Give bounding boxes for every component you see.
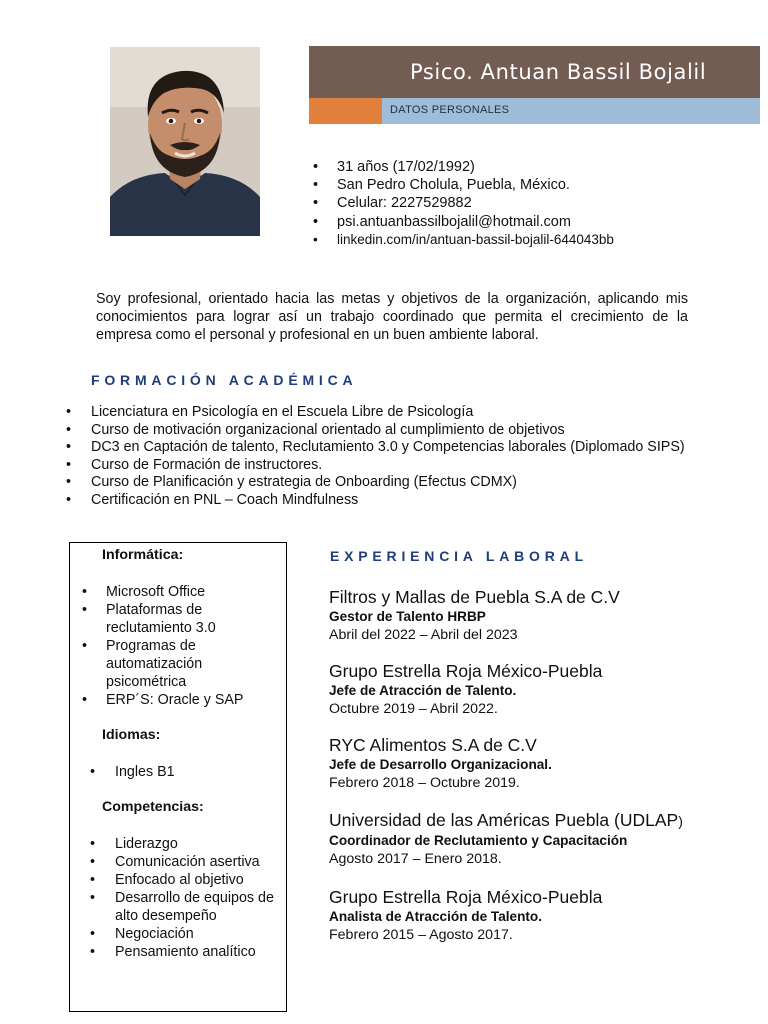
list-item: • Microsoft Office xyxy=(82,583,272,601)
candidate-name: Psico. Antuan Bassil Bojalil xyxy=(410,60,707,84)
informatica-title: Informática: xyxy=(102,547,184,563)
list-item: • Desarrollo de equipos de alto desempeño xyxy=(90,889,280,925)
job-dates: Agosto 2017 – Enero 2018. xyxy=(329,851,502,867)
experience-heading: EXPERIENCIA LABORAL xyxy=(330,548,588,564)
job-entry xyxy=(329,735,749,792)
job-company: Grupo Estrella Roja México-Puebla xyxy=(329,887,603,907)
contact-location: • San Pedro Cholula, Puebla, México. xyxy=(313,176,614,194)
education-item: • Licenciatura en Psicología en el Escuela Libre de Psicología xyxy=(66,404,706,422)
job-entry xyxy=(329,810,749,868)
job-company: Filtros y Mallas de Puebla S.A de C.V xyxy=(329,587,620,607)
education-item: • Certificación en PNL – Coach Mindfulness xyxy=(66,492,706,510)
list-item: • Enfocado al objetivo xyxy=(90,871,280,889)
informatica-list xyxy=(82,583,272,709)
education-list xyxy=(66,404,706,510)
list-item: • ERP´S: Oracle y SAP xyxy=(82,691,272,709)
education-heading: FORMACIÓN ACADÉMICA xyxy=(91,372,358,388)
job-company-suffix: ) xyxy=(678,813,683,829)
education-item: • Curso de Formación de instructores. xyxy=(66,457,706,475)
profile-summary: Soy profesional, orientado hacia las metas y objetivos de la organización, aplicando mis conocimientos para lograr así un trabajo coordinado que permita el crecimiento de la empresa como el personal y profesional en un buen ambiente laboral. xyxy=(96,291,688,343)
list-item: • Ingles B1 xyxy=(90,763,270,781)
education-item: • DC3 en Captación de talento, Reclutamiento 3.0 y Competencias laborales (Diplomado SIPS) xyxy=(66,439,706,457)
contact-phone: • Celular: 2227529882 xyxy=(313,194,614,212)
list-item: • Liderazgo xyxy=(90,835,280,853)
contact-email[interactable]: • psi.antuanbassilbojalil@hotmail.com xyxy=(313,213,614,231)
contact-age: • 31 años (17/02/1992) xyxy=(313,158,614,176)
competencias-title: Competencias: xyxy=(102,799,204,815)
job-company xyxy=(329,810,749,831)
portrait-illustration xyxy=(110,47,260,236)
job-dates: Febrero 2015 – Agosto 2017. xyxy=(329,927,513,943)
list-item: • Pensamiento analítico xyxy=(90,943,280,961)
list-item: • Plataformas de reclutamiento 3.0 xyxy=(82,601,272,637)
job-entry xyxy=(329,587,749,644)
job-role: Jefe de Atracción de Talento. xyxy=(329,683,517,698)
job-entry xyxy=(329,887,749,944)
list-item: • Negociación xyxy=(90,925,280,943)
contact-list xyxy=(313,158,614,249)
education-item: • Curso de motivación organizacional orientado al cumplimiento de objetivos xyxy=(66,422,706,440)
job-entry xyxy=(329,661,749,718)
idiomas-list xyxy=(90,763,270,781)
job-dates: Octubre 2019 – Abril 2022. xyxy=(329,701,498,717)
accent-bar-orange xyxy=(309,98,382,124)
idiomas-title: Idiomas: xyxy=(102,727,161,743)
job-role: Jefe de Desarrollo Organizacional. xyxy=(329,757,552,772)
job-company-name: Universidad de las Américas Puebla (UDLAP xyxy=(329,810,679,830)
list-item: • Comunicación asertiva xyxy=(90,853,280,871)
competencias-list xyxy=(90,835,280,961)
profile-photo xyxy=(110,47,260,236)
contact-linkedin[interactable]: • linkedin.com/in/antuan-bassil-bojalil-644043bb xyxy=(313,231,614,249)
job-role: Analista de Atracción de Talento. xyxy=(329,909,543,924)
job-company: Grupo Estrella Roja México-Puebla xyxy=(329,661,603,681)
job-dates: Abril del 2022 – Abril del 2023 xyxy=(329,627,518,643)
list-item: • Programas de automatización psicométrica xyxy=(82,637,272,691)
education-item: • Curso de Planificación y estrategia de Onboarding (Efectus CDMX) xyxy=(66,474,706,492)
job-role: Coordinador de Reclutamiento y Capacitación xyxy=(329,833,628,848)
job-company: RYC Alimentos S.A de C.V xyxy=(329,735,537,755)
personal-data-label: DATOS PERSONALES xyxy=(390,104,510,116)
job-dates: Febrero 2018 – Octubre 2019. xyxy=(329,775,520,791)
job-role: Gestor de Talento HRBP xyxy=(329,609,486,624)
